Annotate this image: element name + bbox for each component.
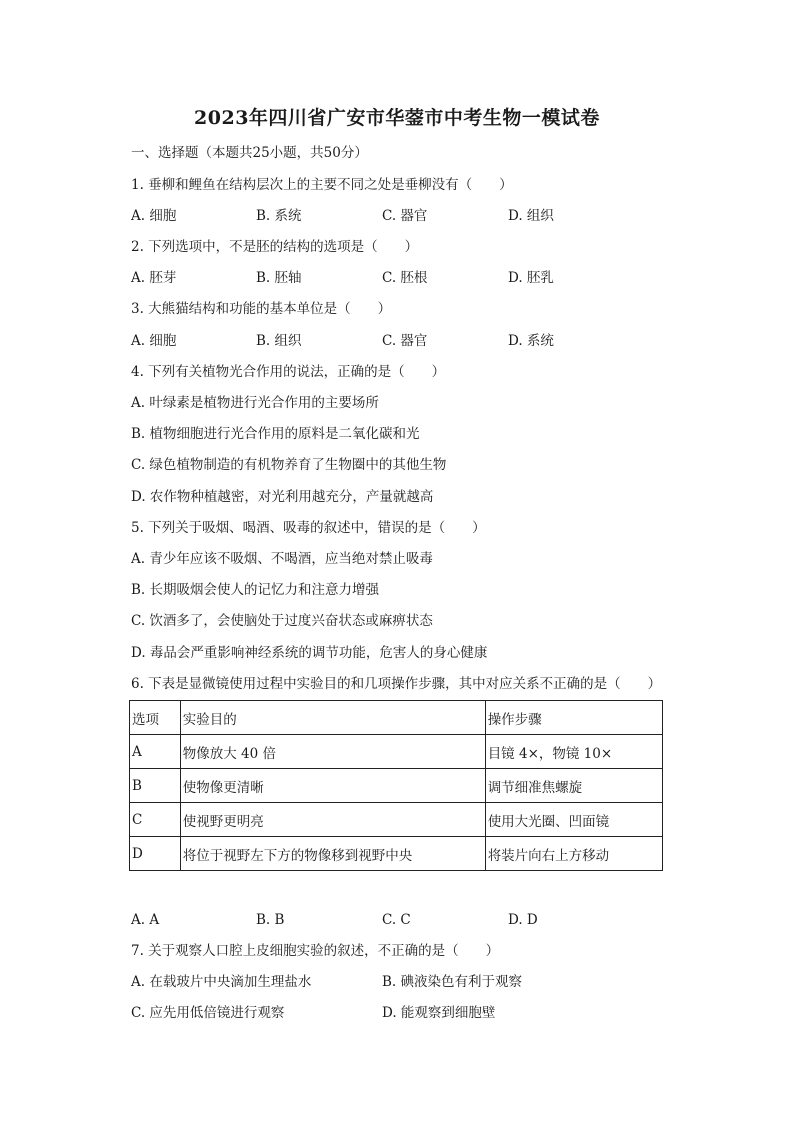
question-7-option-a: A. 在载玻片中央滴加生理盐水 — [131, 974, 312, 990]
question-5-option-d: D. 毒品会严重影响神经系统的调节功能，危害人的身心健康 — [131, 645, 488, 661]
section-heading: 一、选择题（本题共25小题，共50分） — [131, 145, 368, 161]
question-6-option-d: D. D — [508, 912, 538, 928]
question-3-option-c: C. 器官 — [382, 333, 428, 349]
question-1-option-b: B. 系统 — [256, 208, 302, 224]
table-row — [130, 769, 663, 803]
table-header-row — [130, 701, 663, 735]
page-title: 2023年四川省广安市华蓥市中考生物一模试卷 — [194, 107, 600, 129]
question-2-stem: 2. 下列选项中，不是胚的结构的选项是（ ） — [131, 239, 419, 255]
question-5-option-c: C. 饮酒多了，会使脑处于过度兴奋状态或麻痹状态 — [131, 613, 433, 629]
table-cell: 将装片向右上方移动 — [485, 837, 662, 871]
table-cell: B — [130, 769, 181, 803]
question-1-option-c: C. 器官 — [382, 208, 428, 224]
question-5-option-b: B. 长期吸烟会使人的记忆力和注意力增强 — [131, 582, 380, 598]
question-2-option-c: C. 胚根 — [382, 270, 428, 286]
question-6-stem: 6. 下表是显微镜使用过程中实验目的和几项操作步骤，其中对应关系不正确的是（ ） — [131, 676, 662, 692]
question-4-option-c: C. 绿色植物制造的有机物养育了生物圈中的其他生物 — [131, 457, 447, 473]
table-header-cell: 选项 — [130, 701, 181, 735]
question-6-option-a: A. A — [131, 912, 160, 928]
question-4-option-b: B. 植物细胞进行光合作用的原料是二氧化碳和光 — [131, 426, 420, 442]
question-6-option-b: B. B — [256, 912, 285, 928]
question-5-stem: 5. 下列关于吸烟、喝酒、吸毒的叙述中，错误的是（ ） — [131, 520, 486, 536]
table-cell: 调节细准焦螺旋 — [485, 769, 662, 803]
question-3-option-b: B. 组织 — [256, 333, 302, 349]
question-1-stem: 1. 垂柳和鲤鱼在结构层次上的主要不同之处是垂柳没有（ ） — [131, 177, 513, 193]
table-cell: 目镜 4×，物镜 10× — [485, 735, 662, 769]
table-cell: A — [130, 735, 181, 769]
table-cell: 物像放大 40 倍 — [180, 735, 485, 769]
table-row — [130, 837, 663, 871]
question-7-option-d: D. 能观察到细胞壁 — [382, 1005, 496, 1021]
table-cell: 将位于视野左下方的物像移到视野中央 — [180, 837, 485, 871]
question-1-option-d: D. 组织 — [508, 208, 554, 224]
question-7-stem: 7. 关于观察人口腔上皮细胞实验的叙述，不正确的是（ ） — [131, 943, 500, 959]
table-cell: 使用大光圈、凹面镜 — [485, 803, 662, 837]
question-4-option-d: D. 农作物种植越密，对光利用越充分，产量就越高 — [131, 489, 434, 505]
question-5-option-a: A. 青少年应该不吸烟、不喝酒，应当绝对禁止吸毒 — [131, 551, 433, 567]
question-6-option-c: C. C — [382, 912, 411, 928]
question-3-option-a: A. 细胞 — [131, 333, 177, 349]
table-cell: D — [130, 837, 181, 871]
question-2-option-b: B. 胚轴 — [256, 270, 302, 286]
question-2-option-d: D. 胚乳 — [508, 270, 554, 286]
question-7-option-c: C. 应先用低倍镜进行观察 — [131, 1005, 285, 1021]
table-cell: 使视野更明亮 — [180, 803, 485, 837]
question-3-stem: 3. 大熊猫结构和功能的基本单位是（ ） — [131, 301, 392, 317]
question-4-option-a: A. 叶绿素是植物进行光合作用的主要场所 — [131, 395, 379, 411]
question-1-option-a: A. 细胞 — [131, 208, 177, 224]
table-cell: C — [130, 803, 181, 837]
table-cell: 使物像更清晰 — [180, 769, 485, 803]
table-row — [130, 803, 663, 837]
question-7-option-b: B. 碘液染色有利于观察 — [382, 974, 523, 990]
microscope-table — [129, 700, 663, 871]
table-row — [130, 735, 663, 769]
table-header-cell: 操作步骤 — [485, 701, 662, 735]
question-2-option-a: A. 胚芽 — [131, 270, 177, 286]
table-header-cell: 实验目的 — [180, 701, 485, 735]
question-3-option-d: D. 系统 — [508, 333, 554, 349]
question-4-stem: 4. 下列有关植物光合作用的说法，正确的是（ ） — [131, 364, 446, 380]
